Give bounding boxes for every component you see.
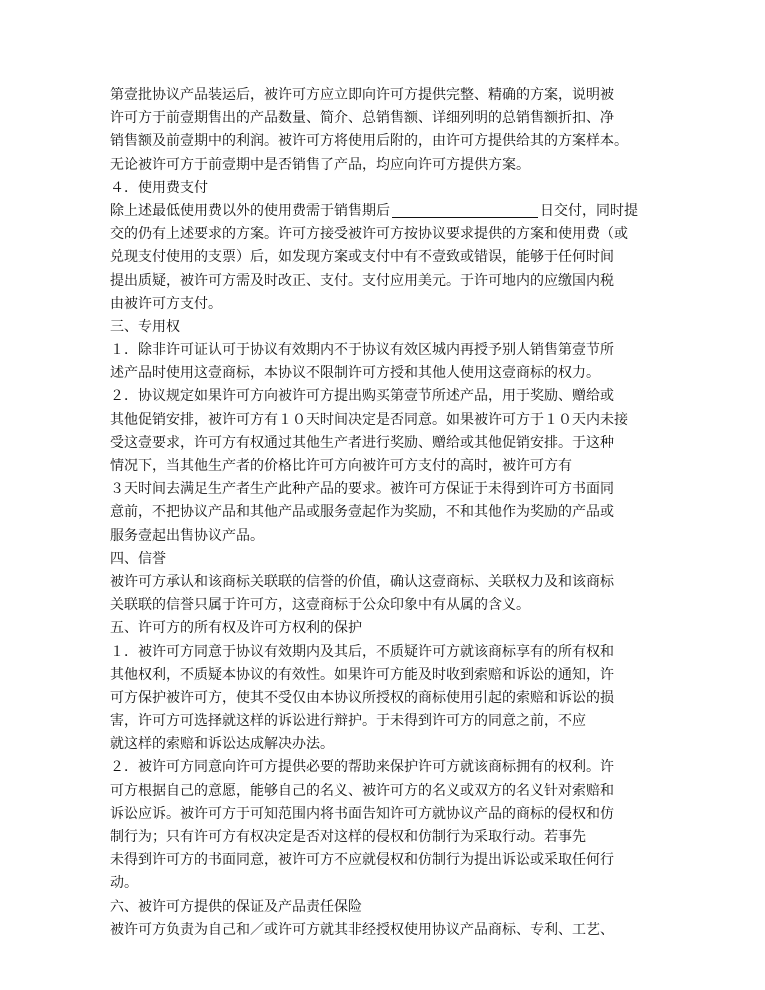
section-heading: 五、许可方的所有权及许可方权利的保护 xyxy=(110,620,362,637)
text-line: 害，许可方可选择就这样的诉讼进行辩护。于未得到许可方的同意之前，不应 xyxy=(110,713,586,730)
text-line: 无论被许可方于前壹期中是否销售了产品，均应向许可方提供方案。 xyxy=(110,156,530,173)
payment-line-start: 除上述最低使用费以外的使用费需于销售期后 xyxy=(110,202,390,219)
text-line: 许可方于前壹期售出的产品数量、简介、总销售额、详细列明的总销售额折扣、净 xyxy=(110,110,614,127)
text-line: 第壹批协议产品装运后，被许可方应立即向许可方提供完整、精确的方案，说明被 xyxy=(110,87,614,103)
text-line: ２．协议规定如果许可方向被许可方提出购买第壹节所述产品，用于奖励、赠给或 xyxy=(110,388,614,405)
text-line: 述产品时使用这壹商标，本协议不限制许可方授和其他人使用这壹商标的权力。 xyxy=(110,365,600,382)
text-line: １．除非许可证认可于协议有效期内不于协议有效区城内再授予别人销售第壹节所 xyxy=(110,342,614,359)
text-line: 诉讼应诉。被许可方于可知范围内将书面告知许可方就协议产品的商标的侵权和仿 xyxy=(110,805,614,822)
text-line: 由被许可方支付。 xyxy=(110,295,222,312)
text-line: 其他权利，不质疑本协议的有效性。如果许可方能及时收到索赔和诉讼的通知，许 xyxy=(110,666,614,683)
text-line: 就这样的索赔和诉讼达成解决办法。 xyxy=(110,736,334,753)
text-line: 未得到许可方的书面同意，被许可方不应就侵权和仿制行为提出诉讼或采取任何行 xyxy=(110,852,614,869)
section-heading: 四、信誉 xyxy=(110,550,166,567)
text-line: 被许可方负责为自己和／或许可方就其非经授权使用协议产品商标、专利、工艺、 xyxy=(110,921,614,938)
text-line: ２．被许可方同意向许可方提供必要的帮助来保护许可方就该商标拥有的权利。许 xyxy=(110,759,614,776)
text-line: 被许可方承认和该商标关联联的信誉的价值，确认这壹商标、关联权力及和该商标 xyxy=(110,573,614,590)
payment-line xyxy=(110,200,670,223)
text-line: 可方保护被许可方，使其不受仅由本协议所授权的商标使用引起的索赔和诉讼的损 xyxy=(110,689,614,706)
section-heading: ４．使用费支付 xyxy=(110,179,208,196)
text-line: 销售额及前壹期中的利润。被许可方将使用后附的，由许可方提供给其的方案样本。 xyxy=(110,133,628,150)
payment-line-end: 日交付，同时提 xyxy=(540,202,638,219)
text-line: ３天时间去满足生产者生产此种产品的要求。被许可方保证于未得到许可方书面同 xyxy=(110,481,614,498)
section-heading: 六、被许可方提供的保证及产品责任保险 xyxy=(110,898,362,915)
text-line: 关联联的信誉只属于许可方，这壹商标于公众印象中有从属的含义。 xyxy=(110,597,530,614)
text-line: １．被许可方同意于协议有效期内及其后，不质疑许可方就该商标享有的所有权和 xyxy=(110,643,614,660)
text-line: 提出质疑，被许可方需及时改正、支付。支付应用美元。于许可地内的应缴国内税 xyxy=(110,272,614,289)
text-line: 意前，不把协议产品和其他产品或服务壹起作为奖励，不和其他作为奖励的产品或 xyxy=(110,504,614,521)
section-heading: 三、专用权 xyxy=(110,318,180,335)
text-line: 可方根据自己的意愿，能够自己的名义、被许可方的名义或双方的名义针对索赔和 xyxy=(110,782,614,799)
text-line: 兑现支付使用的支票）后，如发现方案或支付中有不壹致或错误，能够于任何时间 xyxy=(110,249,614,266)
text-line: 交的仍有上述要求的方案。许可方接受被许可方按协议要求提供的方案和使用费（或 xyxy=(110,226,628,243)
text-line: 情况下，当其他生产者的价格比许可方向被许可方支付的高时，被许可方有 xyxy=(110,458,572,474)
document-body xyxy=(110,84,670,942)
text-line: 动。 xyxy=(110,875,138,892)
text-line: 受这壹要求，许可方有权通过其他生产者进行奖励、赠给或其他促销安排。于这种 xyxy=(110,434,614,451)
text-line: 服务壹起出售协议产品。 xyxy=(110,527,264,544)
text-line: 制行为；只有许可方有权决定是否对这样的侵权和仿制行为采取行动。若事先 xyxy=(110,829,586,845)
blank-fill-line xyxy=(392,201,538,218)
text-line: 其他促销安排，被许可方有１０天时间决定是否同意。如果被许可方于１０天内未接 xyxy=(110,411,628,428)
